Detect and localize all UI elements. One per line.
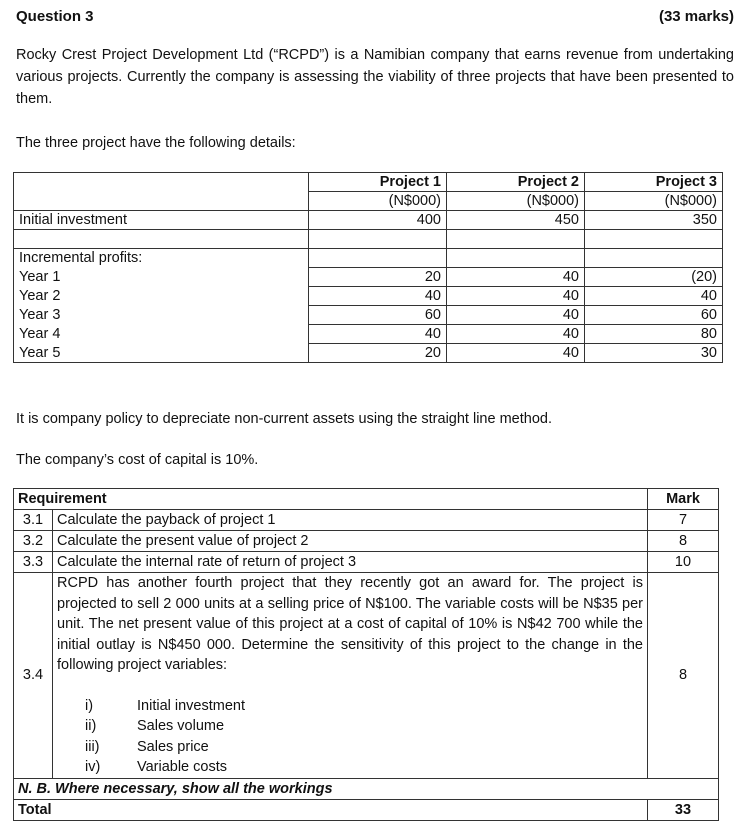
table-cell: 40 [447,344,585,363]
table-spacer-row [14,230,723,249]
table-cell: 40 [585,287,723,306]
table-row [14,268,723,287]
requirement-header: Requirement [14,489,648,510]
table-cell: 30 [585,344,723,363]
table-cell: 40 [447,325,585,344]
requirement-number: 3.4 [14,573,53,779]
list-item [57,716,643,737]
requirement-mark: 8 [648,573,719,779]
requirements-header-row [14,489,719,510]
table-row [14,552,719,573]
table-row [14,510,719,531]
year-label: Year 5 [14,344,309,363]
table-row [14,531,719,552]
year-label: Year 2 [14,287,309,306]
table-cell: 80 [585,325,723,344]
table-cell: 20 [309,268,447,287]
list-item [57,737,643,758]
table-cell: (20) [585,268,723,287]
table-cell: 40 [309,325,447,344]
table-cell: 400 [309,211,447,230]
roman-numeral: iv) [85,759,101,775]
requirement-mark: 7 [648,510,719,531]
table-cell: 60 [309,306,447,325]
table-cell: 450 [447,211,585,230]
project-3-header: Project 3 [585,173,723,192]
table-cell: 40 [447,268,585,287]
table-row [14,573,719,779]
list-item [57,757,643,778]
question-title: Question 3 [16,8,94,25]
requirements-table [13,488,719,821]
total-row [14,799,719,820]
year-label: Year 1 [14,268,309,287]
requirement-text: Calculate the internal rate of return of project 3 [53,552,648,573]
variable-text: Sales price [137,738,209,755]
workings-note: N. B. Where necessary, show all the workings [14,778,719,799]
requirement-mark: 10 [648,552,719,573]
table-row-initial-investment [14,211,723,230]
project-1-header: Project 1 [309,173,447,192]
table-cell: 60 [585,306,723,325]
total-label: Total [14,799,648,820]
project-1-unit: (N$000) [309,192,447,211]
requirement-text: Calculate the present value of project 2 [53,531,648,552]
projects-table [13,172,723,363]
table-row [14,306,723,325]
table-cell: 40 [447,287,585,306]
variable-text: Sales volume [137,718,225,734]
incremental-profits-label: Incremental profits: [14,249,309,268]
depreciation-policy: It is company policy to depreciate non-current assets using the straight line method. [16,411,552,427]
requirement-number: 3.1 [14,510,53,531]
project-3-unit: (N$000) [585,192,723,211]
table-header-row-names [14,173,723,192]
year-label: Year 4 [14,325,309,344]
year-label: Year 3 [14,306,309,325]
cost-of-capital: The company’s cost of capital is 10%. [16,452,259,468]
list-item [57,696,643,717]
requirement-number: 3.2 [14,531,53,552]
details-lead: The three project have the following details: [16,135,296,151]
roman-numeral: iii) [85,738,100,755]
requirement-text-block [53,573,648,779]
table-row [14,287,723,306]
note-row [14,778,719,799]
mark-header: Mark [648,489,719,510]
requirement-mark: 8 [648,531,719,552]
requirement-text: RCPD has another fourth project that they recently got an award for. The project is projected to sell 2 000 units at a selling price of N$100. The variable costs will be N$35 per unit. The net present value of this project at a cost of capital of 10% is N$42 700 while the initial outlay is N$450 000. Determine the sensitivity of this project to the change in the following project variables: [57,575,643,673]
roman-numeral: ii) [85,718,97,734]
roman-numeral: i) [85,697,94,714]
table-row [14,325,723,344]
requirement-text: Calculate the payback of project 1 [53,510,648,531]
table-row [14,344,723,363]
table-row-profits-label [14,249,723,268]
table-cell: 350 [585,211,723,230]
variable-text: Variable costs [137,759,227,775]
table-cell: 40 [447,306,585,325]
table-cell: 40 [309,287,447,306]
project-2-unit: (N$000) [447,192,585,211]
variable-text: Initial investment [137,697,245,714]
intro-paragraph: Rocky Crest Project Development Ltd (“RCPD”) is a Namibian company that earns revenue from undertaking various projects. Currently the company is assessing the viability of three projects that have been presented to them. [16,47,734,107]
question-marks: (33 marks) [658,8,734,25]
project-2-header: Project 2 [447,173,585,192]
total-mark: 33 [648,799,719,820]
table-cell: 20 [309,344,447,363]
initial-investment-label: Initial investment [14,211,309,230]
table-header-row-units [14,192,723,211]
requirement-number: 3.3 [14,552,53,573]
